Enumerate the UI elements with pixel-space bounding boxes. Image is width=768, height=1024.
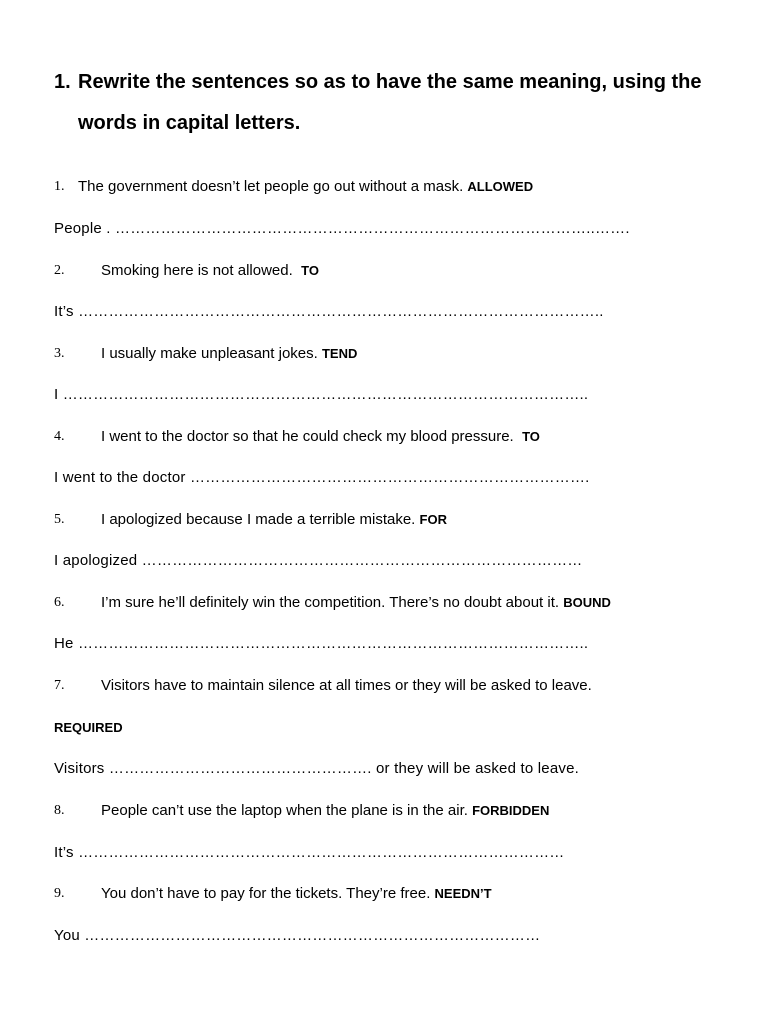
question-sentence: Smoking here is not allowed. <box>101 262 293 279</box>
keyword-line <box>54 718 123 738</box>
question-number: 7. <box>54 678 65 693</box>
keyword: FOR <box>419 512 447 527</box>
question-sentence: I usually make unpleasant jokes. <box>101 345 318 362</box>
question-number: 1. <box>54 179 65 194</box>
question-sentence: Visitors have to maintain silence at all times or they will be asked to leave. <box>101 677 592 694</box>
answer-line: I went to the doctor ……………………………………………………………………. <box>54 469 590 486</box>
answer-line: You ……………………………………………………………………………… <box>54 927 541 944</box>
answer-line: I apologized …………………………………………………………………………… <box>54 552 583 569</box>
answer-line: People . …………………………………………………………………………………..……. <box>54 220 630 237</box>
question-sentence: You don’t have to pay for the tickets. They’re free. <box>101 885 431 902</box>
keyword: REQUIRED <box>54 720 123 735</box>
question-number: 6. <box>54 595 65 610</box>
question-number: 4. <box>54 429 65 444</box>
question-number: 2. <box>54 263 65 278</box>
exercise-number: 1. <box>54 71 71 93</box>
keyword: TO <box>301 263 319 278</box>
question-sentence: I went to the doctor so that he could check my blood pressure. <box>101 428 514 445</box>
question-sentence: I apologized because I made a terrible mistake. <box>101 511 416 528</box>
question-number: 8. <box>54 803 65 818</box>
exercise-instruction: Rewrite the sentences so as to have the same meaning, using the words in capital letters. <box>78 71 702 134</box>
keyword: FORBIDDEN <box>472 803 550 818</box>
keyword: NEEDN’T <box>434 886 492 901</box>
question-sentence: I’m sure he’ll definitely win the competition. There’s no doubt about it. <box>101 594 560 611</box>
question-number: 3. <box>54 346 65 361</box>
question-number: 9. <box>54 886 65 901</box>
keyword: BOUND <box>563 595 611 610</box>
keyword: ALLOWED <box>467 179 534 194</box>
answer-line: He ……………………………………………………………………………………….. <box>54 635 589 652</box>
answer-line: It’s ………………………………………………………………………………………….. <box>54 303 604 320</box>
keyword: TEND <box>321 346 358 361</box>
answer-line: I ………………………………………………………………………………………….. <box>54 386 589 403</box>
question-sentence: People can’t use the laptop when the plane is in the air. <box>101 802 468 819</box>
question-number: 5. <box>54 512 65 527</box>
question-sentence: The government doesn’t let people go out without a mask. <box>78 178 464 195</box>
answer-line: Visitors ……………………………………………. or they will be asked to leave. <box>54 760 579 777</box>
answer-line: It’s …………………………………………………………………………………… <box>54 844 565 861</box>
keyword: TO <box>522 429 540 444</box>
